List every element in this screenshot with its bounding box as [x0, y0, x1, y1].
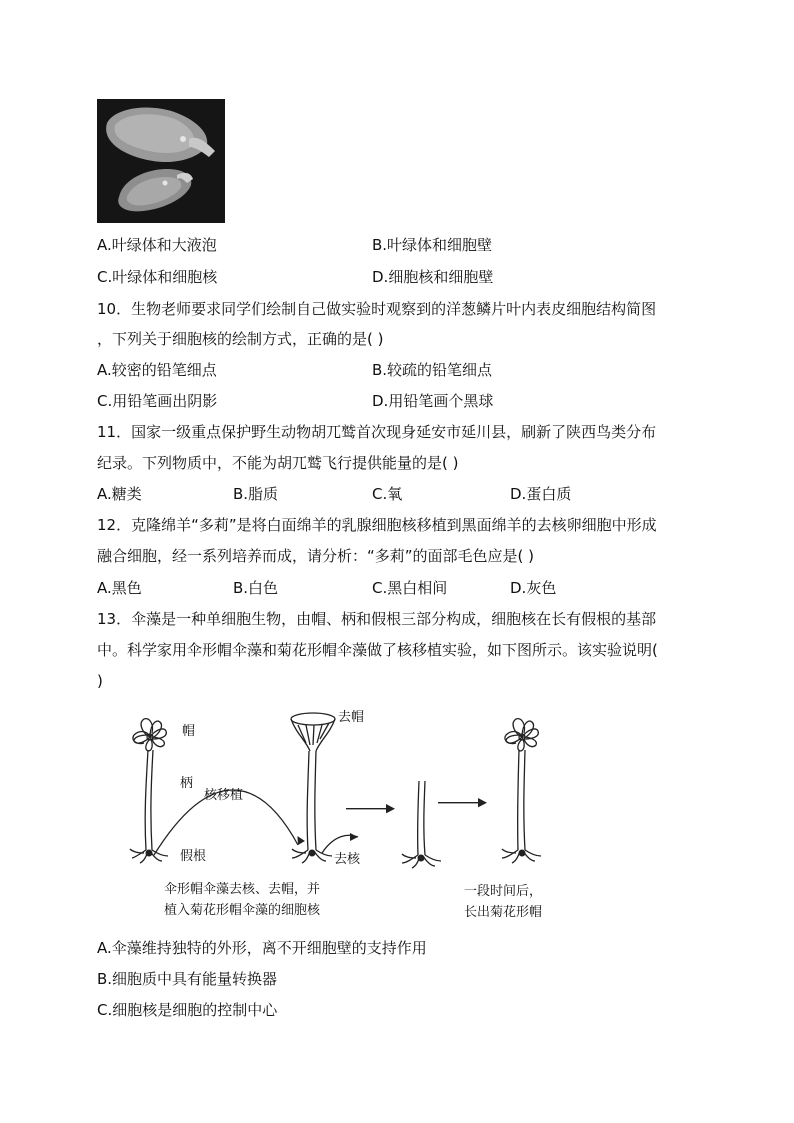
acetabularia-transplant-diagram [120, 705, 550, 930]
algae-cell-photo [97, 99, 225, 223]
process-arrow-2 [438, 802, 478, 803]
q9-option-a: A.叶绿体和大液泡 [97, 236, 217, 254]
q13-option-b: B.细胞质中具有能量转换器 [97, 970, 278, 988]
caption-left-line2: 植入菊花形帽伞藻的细胞核 [164, 903, 321, 918]
label-rhizoid: 假根 [180, 849, 207, 864]
flower-cap-icon [133, 719, 166, 751]
label-transplant: 核移植 [204, 788, 244, 803]
label-remove-cap: 去帽 [338, 710, 365, 725]
q10-option-a: A.较密的铅笔细点 [97, 361, 217, 379]
algae-photo [97, 99, 225, 223]
q10-option-d: D.用铅笔画个黑球 [372, 392, 494, 410]
q13-stem-line1: 13．伞藻是一种单细胞生物，由帽、柄和假根三部分构成，细胞核在长有假根的基部 [97, 610, 657, 628]
nucleus-3 [418, 855, 425, 862]
q13-option-a: A.伞藻维持独特的外形，离不开细胞壁的支持作用 [97, 939, 427, 957]
regrown-flower-cap-icon [505, 719, 538, 751]
q11-option-b: B.脂质 [233, 485, 279, 503]
q12-option-d: D.灰色 [510, 579, 557, 597]
funnel-cap-icon [291, 713, 335, 751]
label-stalk: 柄 [180, 776, 194, 791]
q10-option-c: C.用铅笔画出阴影 [97, 392, 218, 410]
caption-left-line1: 伞形帽伞藻去核、去帽，并 [164, 882, 321, 897]
q9-option-c: C.叶绿体和细胞核 [97, 268, 218, 286]
nucleus-2 [309, 850, 316, 857]
q12-stem-line2: 融合细胞，经一系列培养而成，请分析：“多莉”的面部毛色应是( ) [97, 547, 535, 565]
label-cap: 帽 [182, 724, 196, 739]
q10-stem-line1: 10．生物老师要求同学们绘制自己做实验时观察到的洋葱鳞片叶内表皮细胞结构简图 [97, 300, 657, 318]
q9-option-b: B.叶绿体和细胞壁 [372, 236, 493, 254]
q12-option-a: A.黑色 [97, 579, 142, 597]
process-arrow-1 [346, 808, 386, 809]
q12-stem-line1: 12．克隆绵羊“多莉”是将白面绵羊的乳腺细胞核移植到黑面绵羊的去核卵细胞中形成 [97, 516, 657, 534]
q13-option-c: C.细胞核是细胞的控制中心 [97, 1001, 278, 1019]
q12-option-c: C.黑白相间 [372, 579, 448, 597]
caption-right-line2: 长出菊花形帽 [464, 905, 543, 920]
q12-option-b: B.白色 [233, 579, 279, 597]
caption-right-line1: 一段时间后， [464, 884, 543, 899]
q11-stem-line1: 11．国家一级重点保护野生动物胡兀鹫首次现身延安市延川县，刷新了陕西鸟类分布 [97, 423, 657, 441]
q13-stem-line3: ) [97, 672, 103, 690]
q13-stem-line2: 中。科学家用伞形帽伞藻和菊花形帽伞藻做了核移植实验，如下图所示。该实验说明( [97, 641, 658, 659]
nucleus-1 [146, 850, 153, 857]
q10-option-b: B.较疏的铅笔细点 [372, 361, 493, 379]
nucleus-4 [519, 850, 526, 857]
q11-option-c: C.氧 [372, 485, 403, 503]
q10-stem-line2: ，下列关于细胞核的绘制方式，正确的是( ) [97, 330, 384, 348]
label-remove-nucleus: 去核 [334, 852, 361, 867]
q11-option-d: D.蛋白质 [510, 485, 572, 503]
q9-option-d: D.细胞核和细胞壁 [372, 268, 494, 286]
q11-stem-line2: 纪录。下列物质中，不能为胡兀鹫飞行提供能量的是( ) [97, 454, 459, 472]
q11-option-a: A.糖类 [97, 485, 142, 503]
